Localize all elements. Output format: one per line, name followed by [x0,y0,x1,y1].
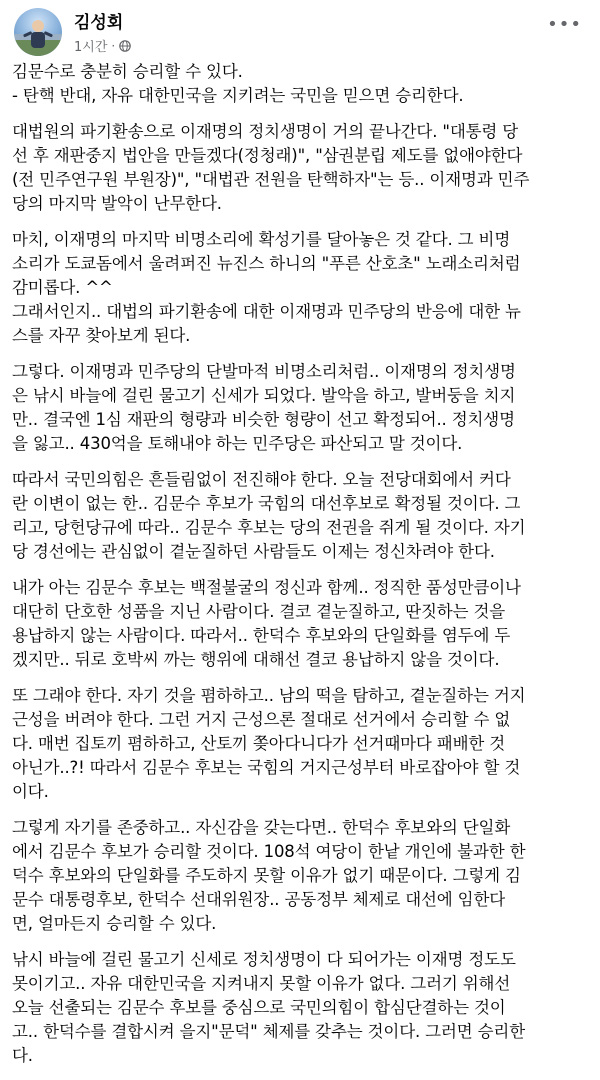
post-text-line: 은 낚시 바늘에 걸린 물고기 신세가 되었다. 발악을 하고, 발버둥을 치지 [12,386,516,405]
post-text-line: 또 그래야 한다. 자기 것을 폄하하고.. 남의 떡을 탐하고, 곁눈질하는 거지 [12,686,526,705]
post-paragraph [12,684,592,804]
post-paragraph [12,948,592,1068]
post-text-line: 에서 김문수 후보가 승리할 것이다. 108석 여당이 한낱 개인에 불과한 한 [12,842,526,861]
post-text-line: 따라서 국민의힘은 흔들림없이 전진해야 한다. 오늘 전당대회에서 커다 [12,470,511,489]
post-text-line: 겠지만.. 뒤로 호박씨 까는 행위에 대해선 결코 용납하지 않을 것이다. [12,650,500,669]
author-avatar[interactable] [14,8,62,56]
post-text-line: 마치, 이재명의 마지막 비명소리에 확성기를 달아놓은 것 같다. 그 비명 [12,230,511,249]
post-text-line: 을 잃고.. 430억을 토해내야 하는 민주당은 파산되고 말 것이다. [12,434,463,453]
more-icon[interactable]: ••• [547,14,582,35]
post-text-line: 감미롭다. ^^ [12,278,113,297]
post-text-line: 당 경선에는 관심없이 곁눈질하던 사람들도 이제는 정신차려야 한다. [12,542,495,561]
post-text-line: 덕수 후보와의 단일화를 주도하지 못할 이유가 없기 때문이다. 그렇게 김 [12,866,521,885]
post-text-line: 대단히 단호한 성품을 지닌 사람이다. 결코 곁눈질하고, 딴짓하는 것을 [12,602,506,621]
post-text-line: 다. [12,1046,33,1065]
post-body [12,60,592,1080]
post-text-line: 선 후 재판중지 법안을 만들겠다(정청래)", "삼권분립 제도를 없애야한다 [12,146,523,165]
post-text-line: 스를 자꾸 찾아보게 된다. [12,326,191,345]
post-text-line: 이다. [12,782,49,801]
post-paragraph [12,228,592,348]
post-paragraph [12,816,592,936]
globe-icon[interactable] [119,40,131,52]
post-text-line: 근성을 버려야 한다. 그런 거지 근성으론 절대로 선거에서 승리할 수 없 [12,710,511,729]
post-text-line: 김문수로 충분히 승리할 수 있다. [12,62,243,81]
post-paragraph [12,60,592,108]
post-text-line: 못이기고.. 자유 대한민국을 지켜내지 못할 이유가 없다. 그러기 위해선 [12,974,511,993]
post-text-line: 다. 매번 집토끼 폄하하고, 산토끼 쫒아다니다가 선거때마다 패배한 것 [12,734,506,753]
post-text-line: 낚시 바늘에 걸린 물고기 신세로 정치생명이 다 되어가는 이재명 정도도 [12,950,516,969]
post-text-line: 만.. 결국엔 1심 재판의 형량과 비슷한 형량이 선고 확정되어.. 정치생명 [12,410,515,429]
post-paragraph [12,576,592,672]
post-text-line: - 탄핵 반대, 자유 대한민국을 지키려는 국민을 믿으면 승리한다. [12,86,464,105]
post-text-line: 문수 대통령후보, 한덕수 선대위원장.. 공동정부 체제로 대선에 임한다 [12,890,506,909]
post-paragraph [12,120,592,216]
post-text-line: 오늘 선출되는 김문수 후보를 중심으로 국민의힘이 합심단결하는 것이 [12,998,506,1017]
post-text-line: 대법원의 파기환송으로 이재명의 정치생명이 거의 끝나간다. "대통령 당 [12,122,519,141]
post-text-line: 소리가 도쿄돔에서 울려퍼진 뉴진스 하니의 "푸른 산호초" 노래소리처럼 [12,254,521,273]
post-text-line: 그래서인지.. 대법의 파기환송에 대한 이재명과 민주당의 반응에 대한 뉴 [12,302,521,321]
post-meta [74,36,131,55]
post-text-line: 아닌가..?! 따라서 김문수 후보는 국힘의 거지근성부터 바로잡아야 할 것 [12,758,521,777]
post-paragraph [12,468,592,564]
post-text-line: 내가 아는 김문수 후보는 백절불굴의 정신과 함께.. 정직한 품성만큼이나 [12,578,521,597]
post-paragraph [12,360,592,456]
post-text-line: 리고, 당헌당규에 따라.. 김문수 후보는 당의 전권을 쥐게 될 것이다. 자기 [12,518,526,537]
avatar-image [14,8,62,56]
separator-dot: · [111,38,116,53]
post-text-line: 란 이변이 없는 한.. 김문수 후보가 국힘의 대선후보로 확정될 것이다. 그 [12,494,521,513]
post-text-line: 고.. 한덕수를 결합시켜 을지"문덕" 체제를 갖추는 것이다. 그러면 승리한 [12,1022,526,1041]
post-text-line: 면, 얼마든지 승리할 수 있다. [12,914,217,933]
post-text-line: 그렇게 자기를 존중하고.. 자신감을 갖는다면.. 한덕수 후보와의 단일화 [12,818,511,837]
post-text-line: 당의 마지막 발악이 난무한다. [12,194,222,213]
author-name[interactable]: 김성회 [74,13,124,33]
post-text-line: (전 민주연구원 부원장)", "대법관 전원을 탄핵하자"는 등.. 이재명과 민주 [12,170,530,189]
post-text-line: 그렇다. 이재명과 민주당의 단발마적 비명소리처럼.. 이재명의 정치생명 [12,362,516,381]
post-time[interactable]: 1시간 [74,40,108,55]
post-header [10,6,590,56]
post-text-line: 용납하지 않는 사람이다. 따라서.. 한덕수 후보와의 단일화를 염두에 두 [12,626,511,645]
